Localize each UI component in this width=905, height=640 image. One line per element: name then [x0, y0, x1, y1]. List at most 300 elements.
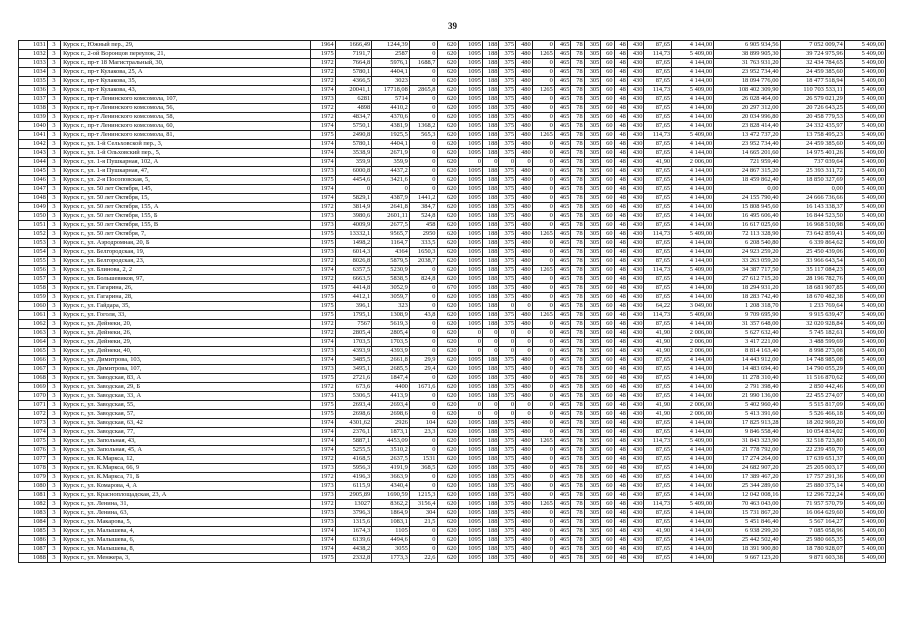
cell-cost-b: 25 205 003,17: [780, 464, 844, 473]
cell-rate-l: 430: [627, 239, 644, 248]
cell-rate-i: 305: [584, 536, 601, 545]
cell-rate-l: 430: [627, 473, 644, 482]
cell-category: 3: [47, 203, 60, 212]
cell-cost-b: 14 790 055,29: [780, 365, 844, 374]
cell-rate-c: 188: [482, 221, 499, 230]
cell-category: 3: [47, 41, 60, 50]
cell-rate-k: 48: [614, 401, 627, 410]
cell-rate-j: 60: [601, 95, 614, 104]
cell-rate-e: 480: [516, 392, 533, 401]
cell-rate-a: 620: [437, 257, 458, 266]
cell-area-living: 5976,1: [372, 59, 410, 68]
cell-rate-e: 480: [516, 149, 533, 158]
cell-area-total: 1674,3: [335, 527, 372, 536]
cell-rate-d: 0: [499, 158, 516, 167]
cell-rate-h: 78: [571, 401, 584, 410]
cell-year: 1972: [311, 320, 335, 329]
cell-area-living: 1164,7: [372, 239, 410, 248]
cell-year: 1974: [311, 266, 335, 275]
cell-rate-c: 188: [482, 527, 499, 536]
cell-rate-l: 430: [627, 536, 644, 545]
cell-rate-j: 60: [601, 473, 614, 482]
cell-rate-b: 1095: [458, 482, 482, 491]
cell-area-living: 2671,9: [372, 149, 410, 158]
cell-category: 3: [47, 500, 60, 509]
cell-area-living: 2587: [372, 50, 410, 59]
cell-rate-c: 188: [482, 194, 499, 203]
cell-area-total: 4412,1: [335, 293, 372, 302]
cell-row-number: 1069: [19, 383, 48, 392]
cell-rate-h: 78: [571, 86, 584, 95]
cell-unit-cost: 87,65: [644, 68, 672, 77]
cell-rate-f: 0: [532, 257, 554, 266]
cell-year: 1974: [311, 527, 335, 536]
cell-rate-e: 480: [516, 230, 533, 239]
cell-cost-b: 13 758 495,23: [780, 131, 844, 140]
cell-rate-j: 60: [601, 275, 614, 284]
cell-year: 1974: [311, 338, 335, 347]
cell-rate-l: 430: [627, 113, 644, 122]
cell-rate-k: 48: [614, 392, 627, 401]
cell-area-nonres: 0: [409, 473, 437, 482]
cell-rate-d: 375: [499, 104, 516, 113]
cell-area-nonres: 0: [409, 320, 437, 329]
cell-row-number: 1081: [19, 491, 48, 500]
cell-area-nonres: 0: [409, 158, 437, 167]
cell-rate-h: 78: [571, 293, 584, 302]
cell-unit-cost: 41,90: [644, 401, 672, 410]
cell-rate-j: 60: [601, 410, 614, 419]
cell-rate-a: 620: [437, 410, 458, 419]
cell-rate-l: 430: [627, 230, 644, 239]
cell-cost-b: 16 143 338,37: [780, 203, 844, 212]
cell-rate-e: 480: [516, 464, 533, 473]
cell-cost-a: 33 263 059,20: [714, 257, 780, 266]
cell-address: Курск г., пр-т Кулакова, 25, А: [61, 68, 311, 77]
cell-rate-b: 1095: [458, 536, 482, 545]
cell-rate-f: 0: [532, 95, 554, 104]
table-row: [19, 311, 886, 320]
cell-rate-j: 60: [601, 509, 614, 518]
cell-rate-g: 465: [554, 392, 571, 401]
cell-rate-j: 60: [601, 257, 614, 266]
cell-rate-e: 480: [516, 77, 533, 86]
cell-rate-k: 48: [614, 266, 627, 275]
cell-rate-c: 188: [482, 230, 499, 239]
cell-limit: 5 409,00: [844, 455, 885, 464]
cell-rate-a: 620: [437, 266, 458, 275]
cell-rate-e: 480: [516, 482, 533, 491]
cell-rate-h: 78: [571, 230, 584, 239]
cell-rate-e: 480: [516, 428, 533, 437]
table-row: [19, 239, 886, 248]
cell-rate-e: 480: [516, 140, 533, 149]
cell-row-number: 1031: [19, 41, 48, 50]
cell-area-living: 3023: [372, 77, 410, 86]
cell-cost-b: 26 579 021,29: [780, 95, 844, 104]
cell-area-total: 5255,5: [335, 446, 372, 455]
cell-rate-f: 0: [532, 149, 554, 158]
table-row: [19, 437, 886, 446]
cell-rate-i: 305: [584, 257, 601, 266]
cell-area-total: 1498,2: [335, 239, 372, 248]
cell-rate-d: 375: [499, 221, 516, 230]
cell-area-living: 4494,6: [372, 536, 410, 545]
cell-year: 1975: [311, 131, 335, 140]
cell-row-number: 1084: [19, 518, 48, 527]
cell-rate-k: 48: [614, 428, 627, 437]
cell-category: 3: [47, 230, 60, 239]
cell-cost-a: 6 905 934,56: [714, 41, 780, 50]
cell-cost-b: 35 117 084,23: [780, 266, 844, 275]
cell-rate-l: 430: [627, 509, 644, 518]
cell-rate-g: 465: [554, 527, 571, 536]
cell-rate-a: 620: [437, 500, 458, 509]
cell-rate-i: 305: [584, 140, 601, 149]
cell-rate-e: 0: [516, 401, 533, 410]
cell-unit-rate: 4 144,00: [672, 122, 714, 131]
cell-year: 1974: [311, 185, 335, 194]
cell-cost-b: 71 957 570,79: [780, 500, 844, 509]
cell-rate-j: 60: [601, 113, 614, 122]
cell-rate-b: 0: [458, 401, 482, 410]
cell-row-number: 1060: [19, 302, 48, 311]
cell-unit-cost: 114,73: [644, 437, 672, 446]
cell-rate-l: 430: [627, 41, 644, 50]
table-row: [19, 176, 886, 185]
cell-rate-j: 60: [601, 554, 614, 563]
cell-rate-b: 1095: [458, 230, 482, 239]
cell-address: Курск г., ул. 50 лет Октября, 7,: [61, 230, 311, 239]
cell-rate-g: 465: [554, 509, 571, 518]
table-row: [19, 356, 886, 365]
cell-rate-c: 188: [482, 95, 499, 104]
cell-row-number: 1078: [19, 464, 48, 473]
cell-rate-c: 188: [482, 419, 499, 428]
cell-rate-k: 48: [614, 194, 627, 203]
cell-rate-i: 305: [584, 311, 601, 320]
cell-rate-d: 375: [499, 275, 516, 284]
cell-unit-cost: 87,65: [644, 509, 672, 518]
table-row: [19, 149, 886, 158]
cell-cost-a: 721 959,40: [714, 158, 780, 167]
cell-unit-rate: 4 144,00: [672, 527, 714, 536]
cell-address: Курск г., ул. 50 лет Октября, 145,: [61, 185, 311, 194]
cell-cost-b: 5 515 817,09: [780, 401, 844, 410]
cell-cost-a: 17 389 467,20: [714, 473, 780, 482]
cell-category: 3: [47, 77, 60, 86]
cell-cost-a: 24 155 790,40: [714, 194, 780, 203]
cell-cost-a: 24 867 315,20: [714, 167, 780, 176]
cell-rate-d: 375: [499, 365, 516, 374]
cell-area-nonres: 1688,7: [409, 59, 437, 68]
cell-rate-d: 375: [499, 77, 516, 86]
cell-rate-g: 465: [554, 401, 571, 410]
cell-area-nonres: 0: [409, 527, 437, 536]
cell-limit: 5 409,00: [844, 86, 885, 95]
cell-address: Курск г., ул. Гагарина, 26,: [61, 284, 311, 293]
cell-category: 3: [47, 446, 60, 455]
cell-unit-rate: 4 144,00: [672, 275, 714, 284]
cell-rate-g: 465: [554, 221, 571, 230]
cell-limit: 5 409,00: [844, 230, 885, 239]
cell-cost-b: 7 085 058,96: [780, 527, 844, 536]
cell-unit-rate: 4 144,00: [672, 293, 714, 302]
cell-unit-rate: 4 144,00: [672, 509, 714, 518]
cell-area-total: 2693,4: [335, 401, 372, 410]
cell-category: 3: [47, 311, 60, 320]
cell-rate-j: 60: [601, 401, 614, 410]
cell-cost-a: 9 667 123,20: [714, 554, 780, 563]
cell-rate-d: 375: [499, 131, 516, 140]
cell-area-total: 6014,3: [335, 248, 372, 257]
cell-rate-k: 48: [614, 41, 627, 50]
cell-rate-i: 305: [584, 518, 601, 527]
cell-rate-e: 480: [516, 41, 533, 50]
cell-area-living: 5838,5: [372, 275, 410, 284]
cell-cost-b: 22 455 274,07: [780, 392, 844, 401]
cell-area-total: 2805,4: [335, 329, 372, 338]
cell-rate-k: 48: [614, 221, 627, 230]
cell-rate-g: 465: [554, 383, 571, 392]
cell-rate-b: 1095: [458, 167, 482, 176]
cell-rate-j: 60: [601, 356, 614, 365]
cell-area-nonres: 0: [409, 446, 437, 455]
cell-rate-i: 305: [584, 410, 601, 419]
cell-rate-e: 480: [516, 491, 533, 500]
cell-rate-a: 620: [437, 68, 458, 77]
cell-rate-d: 375: [499, 320, 516, 329]
cell-unit-rate: 4 144,00: [672, 491, 714, 500]
cell-rate-l: 430: [627, 491, 644, 500]
cell-category: 3: [47, 140, 60, 149]
cell-cost-b: 20 726 643,25: [780, 104, 844, 113]
cell-rate-h: 78: [571, 68, 584, 77]
cell-cost-b: 25 393 311,72: [780, 167, 844, 176]
cell-unit-rate: 4 144,00: [672, 140, 714, 149]
cell-year: 1975: [311, 554, 335, 563]
cell-area-living: 5879,5: [372, 257, 410, 266]
cell-rate-f: 1265: [532, 86, 554, 95]
cell-rate-d: 375: [499, 392, 516, 401]
cell-unit-rate: 4 144,00: [672, 518, 714, 527]
cell-year: 1972: [311, 383, 335, 392]
cell-rate-g: 465: [554, 284, 571, 293]
table-row: [19, 473, 886, 482]
cell-unit-rate: 4 144,00: [672, 167, 714, 176]
cell-rate-k: 48: [614, 77, 627, 86]
cell-unit-cost: 87,65: [644, 383, 672, 392]
table-row: [19, 527, 886, 536]
cell-rate-k: 48: [614, 257, 627, 266]
cell-rate-i: 305: [584, 203, 601, 212]
cell-cost-b: 5 745 182,61: [780, 329, 844, 338]
cell-rate-b: 1095: [458, 221, 482, 230]
cell-unit-rate: 4 144,00: [672, 59, 714, 68]
cell-rate-d: 375: [499, 203, 516, 212]
cell-cost-a: 34 387 717,50: [714, 266, 780, 275]
cell-rate-c: 188: [482, 131, 499, 140]
cell-cost-b: 32 518 723,80: [780, 437, 844, 446]
cell-rate-f: 0: [532, 554, 554, 563]
cell-rate-i: 305: [584, 338, 601, 347]
cell-unit-cost: 87,65: [644, 221, 672, 230]
cell-area-nonres: 0: [409, 347, 437, 356]
cell-address: Курск г., ул. Менжера, 3,: [61, 554, 311, 563]
cell-rate-k: 48: [614, 203, 627, 212]
cell-rate-h: 78: [571, 158, 584, 167]
cell-area-total: 7191,7: [335, 50, 372, 59]
cell-limit: 5 409,00: [844, 266, 885, 275]
cell-unit-rate: 2 006,00: [672, 401, 714, 410]
cell-year: 1975: [311, 302, 335, 311]
cell-category: 3: [47, 419, 60, 428]
cell-limit: 5 409,00: [844, 59, 885, 68]
cell-rate-i: 305: [584, 212, 601, 221]
cell-unit-rate: 4 144,00: [672, 68, 714, 77]
cell-rate-b: 1095: [458, 491, 482, 500]
cell-rate-b: 1095: [458, 473, 482, 482]
cell-address: Курск г., 2-ой Воронцов переулок, 21,: [61, 50, 311, 59]
cell-area-nonres: 0: [409, 149, 437, 158]
cell-row-number: 1075: [19, 437, 48, 446]
cell-category: 3: [47, 68, 60, 77]
cell-limit: 5 409,00: [844, 401, 885, 410]
cell-rate-k: 48: [614, 149, 627, 158]
cell-rate-l: 430: [627, 275, 644, 284]
cell-category: 3: [47, 194, 60, 203]
cell-rate-f: 1265: [532, 437, 554, 446]
cell-rate-a: 620: [437, 527, 458, 536]
cell-category: 3: [47, 221, 60, 230]
cell-row-number: 1065: [19, 347, 48, 356]
cell-area-nonres: 29,9: [409, 356, 437, 365]
cell-unit-rate: 4 144,00: [672, 473, 714, 482]
cell-rate-l: 430: [627, 338, 644, 347]
cell-unit-rate: 4 144,00: [672, 203, 714, 212]
cell-rate-l: 430: [627, 95, 644, 104]
table-row: [19, 122, 886, 131]
cell-rate-b: 1095: [458, 104, 482, 113]
cell-rate-f: 0: [532, 356, 554, 365]
cell-rate-j: 60: [601, 68, 614, 77]
cell-rate-d: 375: [499, 518, 516, 527]
cell-address: Курск г., ул. 1-й Ольховский пер., 5,: [61, 149, 311, 158]
cell-rate-f: 0: [532, 338, 554, 347]
cell-rate-g: 465: [554, 50, 571, 59]
cell-rate-b: 1095: [458, 50, 482, 59]
cell-rate-f: 0: [532, 185, 554, 194]
cell-area-nonres: 1650,3: [409, 248, 437, 257]
cell-rate-h: 78: [571, 482, 584, 491]
cell-rate-b: 1095: [458, 203, 482, 212]
cell-category: 3: [47, 536, 60, 545]
cell-row-number: 1070: [19, 392, 48, 401]
cell-rate-c: 188: [482, 185, 499, 194]
cell-rate-a: 620: [437, 518, 458, 527]
table-row: [19, 482, 886, 491]
cell-rate-l: 430: [627, 455, 644, 464]
cell-rate-c: 188: [482, 122, 499, 131]
cell-cost-b: 24 459 385,60: [780, 140, 844, 149]
cell-rate-j: 60: [601, 320, 614, 329]
cell-unit-rate: 4 144,00: [672, 149, 714, 158]
cell-rate-b: 1095: [458, 68, 482, 77]
cell-area-nonres: 0: [409, 167, 437, 176]
cell-unit-rate: 4 144,00: [672, 320, 714, 329]
cell-rate-h: 78: [571, 113, 584, 122]
cell-address: Курск г., ул. Большевиков, 97,: [61, 275, 311, 284]
cell-rate-f: 0: [532, 158, 554, 167]
cell-limit: 5 409,00: [844, 356, 885, 365]
cell-rate-l: 430: [627, 302, 644, 311]
cell-rate-j: 60: [601, 536, 614, 545]
cell-limit: 5 409,00: [844, 464, 885, 473]
cell-unit-rate: 2 006,00: [672, 158, 714, 167]
cell-unit-cost: 41,90: [644, 158, 672, 167]
cell-rate-l: 430: [627, 437, 644, 446]
cell-rate-d: 375: [499, 527, 516, 536]
cell-rate-i: 305: [584, 320, 601, 329]
cell-rate-l: 430: [627, 419, 644, 428]
table-row: [19, 257, 886, 266]
cell-rate-k: 48: [614, 50, 627, 59]
cell-row-number: 1040: [19, 122, 48, 131]
cell-rate-d: 375: [499, 59, 516, 68]
cell-rate-c: 188: [482, 86, 499, 95]
cell-rate-b: 1095: [458, 275, 482, 284]
cell-rate-l: 430: [627, 518, 644, 527]
cell-year: 1974: [311, 428, 335, 437]
cell-rate-f: 0: [532, 68, 554, 77]
cell-rate-g: 465: [554, 455, 571, 464]
cell-unit-rate: 2 006,00: [672, 338, 714, 347]
cell-rate-a: 620: [437, 122, 458, 131]
cell-rate-c: 188: [482, 275, 499, 284]
cell-row-number: 1085: [19, 527, 48, 536]
cell-rate-e: 0: [516, 158, 533, 167]
cell-address: Курск г., пр-т 18 Магистральный, 30,: [61, 59, 311, 68]
cell-rate-j: 60: [601, 221, 614, 230]
cell-area-total: 5750,1: [335, 122, 372, 131]
cell-address: Курск г., ул. Запольная, 43,: [61, 437, 311, 446]
cell-cost-a: 31 843 323,90: [714, 437, 780, 446]
cell-year: 1974: [311, 356, 335, 365]
cell-unit-rate: 2 006,00: [672, 347, 714, 356]
cell-rate-k: 48: [614, 383, 627, 392]
cell-rate-e: 480: [516, 518, 533, 527]
cell-rate-d: 375: [499, 68, 516, 77]
cell-rate-k: 48: [614, 491, 627, 500]
cell-cost-b: 25 450 439,06: [780, 248, 844, 257]
cell-cost-a: 15 808 945,60: [714, 203, 780, 212]
cell-rate-i: 305: [584, 374, 601, 383]
cell-unit-cost: 87,65: [644, 473, 672, 482]
cell-cost-a: 5 402 960,40: [714, 401, 780, 410]
cell-rate-i: 305: [584, 527, 601, 536]
cell-rate-h: 78: [571, 464, 584, 473]
cell-rate-l: 430: [627, 122, 644, 131]
cell-rate-j: 60: [601, 230, 614, 239]
cell-rate-l: 430: [627, 527, 644, 536]
cell-limit: 5 409,00: [844, 248, 885, 257]
cell-rate-f: 1265: [532, 50, 554, 59]
cell-address: Курск г., ул. Дейнеки, 29,: [61, 338, 311, 347]
cell-area-total: 1795,1: [335, 311, 372, 320]
cell-rate-j: 60: [601, 50, 614, 59]
cell-rate-h: 78: [571, 347, 584, 356]
cell-area-living: 2805,4: [372, 329, 410, 338]
